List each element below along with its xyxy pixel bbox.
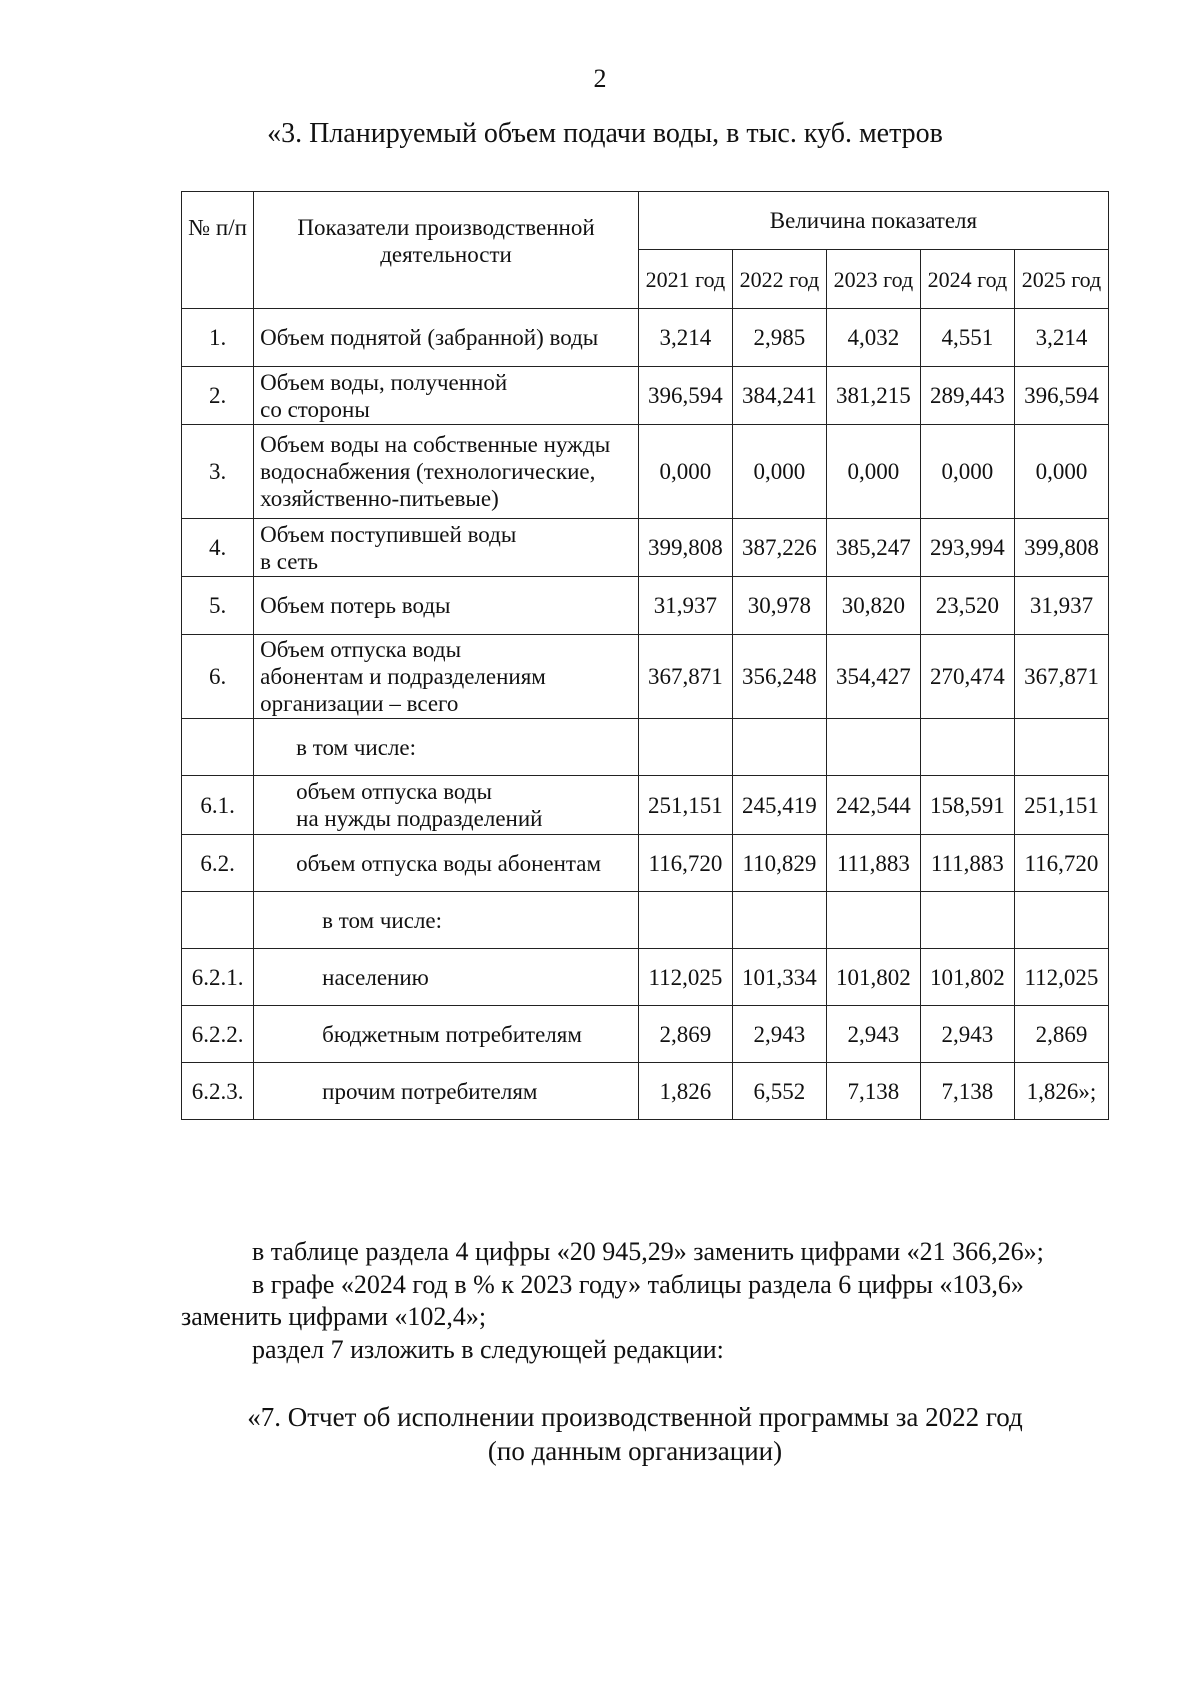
value-cell: 0,000 <box>920 425 1014 519</box>
closing-title-line: «7. Отчет об исполнении производственной программы за 2022 год <box>247 1402 1023 1432</box>
indicator-name: Объем отпуска воды абонентам и подразделениям организации – всего <box>254 635 639 719</box>
value-cell: 396,594 <box>1014 367 1108 425</box>
value-cell <box>920 892 1014 949</box>
value-cell: 31,937 <box>638 577 732 635</box>
table-row <box>182 719 1109 776</box>
value-cell: 2,985 <box>732 309 826 367</box>
header-year: 2023 год <box>826 250 920 309</box>
row-number: 6.2.1. <box>182 949 254 1006</box>
table-row <box>182 635 1109 719</box>
value-cell: 399,808 <box>1014 519 1108 577</box>
value-cell: 354,427 <box>826 635 920 719</box>
value-cell: 23,520 <box>920 577 1014 635</box>
row-number <box>182 892 254 949</box>
value-cell: 101,802 <box>920 949 1014 1006</box>
value-cell: 396,594 <box>638 367 732 425</box>
value-cell <box>1014 719 1108 776</box>
table-row <box>182 519 1109 577</box>
value-cell: 251,151 <box>1014 776 1108 835</box>
table-row <box>182 367 1109 425</box>
row-number: 6.2. <box>182 835 254 892</box>
value-cell: 3,214 <box>638 309 732 367</box>
indicator-name: объем отпуска воды абонентам <box>254 835 639 892</box>
value-cell: 30,978 <box>732 577 826 635</box>
value-cell: 381,215 <box>826 367 920 425</box>
header-year: 2021 год <box>638 250 732 309</box>
value-cell <box>638 719 732 776</box>
indicator-name: прочим потребителям <box>254 1063 639 1120</box>
row-number: 6.1. <box>182 776 254 835</box>
value-cell: 242,544 <box>826 776 920 835</box>
table-row <box>182 892 1109 949</box>
value-cell <box>1014 892 1108 949</box>
value-cell: 111,883 <box>920 835 1014 892</box>
value-cell: 110,829 <box>732 835 826 892</box>
indicator-name: Объем поступившей воды в сеть <box>254 519 639 577</box>
value-cell <box>920 719 1014 776</box>
value-cell: 2,943 <box>732 1006 826 1063</box>
value-cell: 1,826 <box>638 1063 732 1120</box>
value-cell: 0,000 <box>638 425 732 519</box>
row-number: 6.2.2. <box>182 1006 254 1063</box>
row-number: 5. <box>182 577 254 635</box>
value-cell: 4,551 <box>920 309 1014 367</box>
value-cell: 30,820 <box>826 577 920 635</box>
value-cell: 3,214 <box>1014 309 1108 367</box>
value-cell: 1,826»; <box>1014 1063 1108 1120</box>
indicator-name: Объем воды на собственные нужды водоснабжения (технологические, хозяйственно-питьевые) <box>254 425 639 519</box>
table-row <box>182 309 1109 367</box>
value-cell <box>826 719 920 776</box>
value-cell: 7,138 <box>920 1063 1014 1120</box>
value-cell: 112,025 <box>1014 949 1108 1006</box>
value-cell: 367,871 <box>1014 635 1108 719</box>
value-cell: 116,720 <box>638 835 732 892</box>
value-cell: 7,138 <box>826 1063 920 1120</box>
table-row <box>182 835 1109 892</box>
water-supply-table <box>181 191 1109 1120</box>
value-cell: 399,808 <box>638 519 732 577</box>
table-row <box>182 949 1109 1006</box>
header-year: 2025 год <box>1014 250 1108 309</box>
table-row <box>182 776 1109 835</box>
value-cell: 0,000 <box>1014 425 1108 519</box>
value-cell: 384,241 <box>732 367 826 425</box>
value-cell: 251,151 <box>638 776 732 835</box>
value-cell: 270,474 <box>920 635 1014 719</box>
value-cell: 0,000 <box>732 425 826 519</box>
row-number <box>182 719 254 776</box>
header-group: Величина показателя <box>638 192 1108 250</box>
paragraph: в графе «2024 год в % к 2023 году» таблицы раздела 6 цифры «103,6» заменить цифрами «102,4»; <box>181 1270 1024 1331</box>
value-cell: 4,032 <box>826 309 920 367</box>
value-cell: 101,334 <box>732 949 826 1006</box>
value-cell: 116,720 <box>1014 835 1108 892</box>
section-title: «3. Планируемый объем подачи воды, в тыс. куб. метров <box>267 118 943 149</box>
row-number: 2. <box>182 367 254 425</box>
value-cell: 387,226 <box>732 519 826 577</box>
table-row <box>182 425 1109 519</box>
indicator-name: Объем потерь воды <box>254 577 639 635</box>
value-cell: 245,419 <box>732 776 826 835</box>
indicator-name: в том числе: <box>254 892 639 949</box>
header-year: 2022 год <box>732 250 826 309</box>
row-number: 3. <box>182 425 254 519</box>
paragraph: в таблице раздела 4 цифры «20 945,29» заменить цифрами «21 366,26»; <box>252 1237 1044 1266</box>
value-cell: 289,443 <box>920 367 1014 425</box>
value-cell: 367,871 <box>638 635 732 719</box>
paragraph: раздел 7 изложить в следующей редакции: <box>252 1335 724 1364</box>
closing-title-line: (по данным организации) <box>487 1436 783 1466</box>
row-number: 6.2.3. <box>182 1063 254 1120</box>
indicator-name: объем отпуска воды на нужды подразделений <box>254 776 639 835</box>
indicator-name: населению <box>254 949 639 1006</box>
value-cell: 112,025 <box>638 949 732 1006</box>
row-number: 1. <box>182 309 254 367</box>
header-indicator: Показатели производственной деятельности <box>254 192 639 309</box>
header-year: 2024 год <box>920 250 1014 309</box>
value-cell <box>732 719 826 776</box>
value-cell: 356,248 <box>732 635 826 719</box>
value-cell <box>638 892 732 949</box>
value-cell: 2,869 <box>1014 1006 1108 1063</box>
value-cell: 111,883 <box>826 835 920 892</box>
indicator-name: Объем поднятой (забранной) воды <box>254 309 639 367</box>
value-cell: 6,552 <box>732 1063 826 1120</box>
value-cell <box>826 892 920 949</box>
indicator-name: бюджетным потребителям <box>254 1006 639 1063</box>
header-num: № п/п <box>182 192 254 309</box>
table-row <box>182 1006 1109 1063</box>
value-cell: 2,943 <box>920 1006 1014 1063</box>
closing-title <box>0 1400 1200 1468</box>
value-cell <box>732 892 826 949</box>
table-row <box>182 577 1109 635</box>
value-cell: 293,994 <box>920 519 1014 577</box>
row-number: 6. <box>182 635 254 719</box>
value-cell: 31,937 <box>1014 577 1108 635</box>
value-cell: 0,000 <box>826 425 920 519</box>
value-cell: 158,591 <box>920 776 1014 835</box>
table-row <box>182 1063 1109 1120</box>
value-cell: 101,802 <box>826 949 920 1006</box>
page-number: 2 <box>593 64 607 93</box>
value-cell: 2,943 <box>826 1006 920 1063</box>
value-cell: 385,247 <box>826 519 920 577</box>
indicator-name: в том числе: <box>254 719 639 776</box>
row-number: 4. <box>182 519 254 577</box>
value-cell: 2,869 <box>638 1006 732 1063</box>
indicator-name: Объем воды, полученной со стороны <box>254 367 639 425</box>
